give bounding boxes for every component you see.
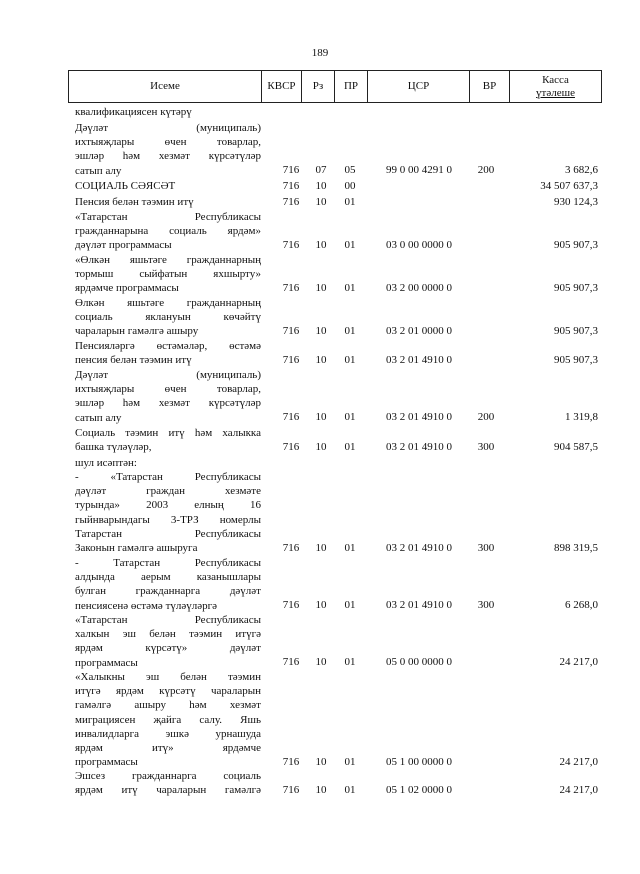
- row-kvsr: 716: [282, 599, 300, 611]
- row-name-line: программасы: [75, 656, 138, 669]
- row-pr: 01: [344, 441, 356, 453]
- row-csr: 05 0 00 0000 0: [386, 656, 452, 668]
- row-kvsr: 716: [282, 411, 300, 423]
- row-csr: 05 1 00 0000 0: [386, 756, 452, 768]
- row-csr: 03 2 01 4910 0: [386, 542, 452, 554]
- row-rz: 10: [315, 784, 327, 796]
- header-kassa: [509, 71, 601, 102]
- row-csr: 03 2 00 0000 0: [386, 282, 452, 294]
- row-name: [75, 105, 261, 119]
- row-name: [75, 426, 261, 454]
- row-name-line: ярдәмче программасы: [75, 282, 179, 295]
- row-vr: 200: [477, 411, 495, 423]
- row-kassa: 905 907,3: [554, 325, 598, 337]
- row-kvsr: 716: [282, 196, 300, 208]
- row-csr: 03 2 01 0000 0: [386, 325, 452, 337]
- row-kassa: 905 907,3: [554, 354, 598, 366]
- row-name-line: квалификациясен күтәрү: [75, 106, 192, 118]
- row-name-line: башка түләүләр,: [75, 441, 152, 454]
- row-name-line: инвалидларга эшкә урнашуда: [75, 727, 261, 740]
- row-kvsr: 716: [282, 180, 300, 192]
- row-name-line: сатып алу: [75, 164, 122, 177]
- row-csr: 03 2 01 4910 0: [386, 441, 452, 453]
- row-kvsr: 716: [282, 441, 300, 453]
- row-name-line: ярдәм итү» ярдәмче: [75, 742, 261, 755]
- row-vr: 300: [477, 599, 495, 611]
- row-name-line: СОЦИАЛЬ СӘЯСӘТ: [75, 180, 176, 192]
- row-name-line: пенсия белән тәэмин итү: [75, 354, 192, 367]
- row-csr: 05 1 02 0000 0: [386, 784, 452, 796]
- row-rz: 07: [315, 164, 327, 176]
- row-rz: 10: [315, 239, 327, 251]
- row-pr: 01: [344, 542, 356, 554]
- row-kvsr: 716: [282, 354, 300, 366]
- row-name-line: Пенсияләргә өстәмәләр, өстәмә: [75, 340, 261, 352]
- row-vr: 300: [477, 542, 495, 554]
- row-rz: 10: [315, 542, 327, 554]
- row-name: [75, 670, 261, 769]
- header-name: Исеме: [150, 80, 180, 92]
- row-name-line: Эшсез гражданнарга социаль: [75, 770, 261, 782]
- row-kvsr: 716: [282, 784, 300, 796]
- row-rz: 10: [315, 354, 327, 366]
- row-rz: 10: [315, 656, 327, 668]
- row-name: [75, 121, 261, 178]
- row-name-line: социаль яклануын көчәйтү: [75, 311, 261, 324]
- row-name: [75, 613, 261, 670]
- row-name-line: пенсиясенә өстәмә түләүләргә: [75, 599, 218, 612]
- table-header: [68, 70, 602, 103]
- row-kassa: 905 907,3: [554, 282, 598, 294]
- row-rz: 10: [315, 756, 327, 768]
- row-name-line: Социаль тәэмин итү һәм халыкка: [75, 427, 261, 439]
- row-name: [75, 368, 261, 425]
- row-name-line: турында» 2003 елның 16: [75, 499, 261, 512]
- row-rz: 10: [315, 325, 327, 337]
- row-name: [75, 179, 261, 193]
- row-name: [75, 556, 261, 613]
- header-csr: ЦСР: [367, 71, 469, 102]
- row-name-line: эшләр һәм хезмәт күрсәтүләр: [75, 150, 261, 163]
- row-name-line: сатып алу: [75, 411, 122, 424]
- row-pr: 01: [344, 354, 356, 366]
- row-kassa: 904 587,5: [554, 441, 598, 453]
- row-name-line: Татарстан Республикасы: [75, 527, 261, 540]
- row-name-line: «Халыкны эш белән тәэмин: [75, 671, 261, 683]
- row-name-line: дәүләт программасы: [75, 239, 172, 252]
- row-name-line: чараларын гамәлгә ашыру: [75, 325, 199, 338]
- row-name-line: «Татарстан Республикасы: [75, 211, 261, 223]
- row-name-line: миграциясен җайга салу. Яшь: [75, 713, 261, 726]
- row-rz: 10: [315, 411, 327, 423]
- row-kvsr: 716: [282, 282, 300, 294]
- row-name-line: Дәүләт (муниципаль): [75, 122, 261, 134]
- header-pr: ПР: [334, 71, 367, 102]
- header-kvsr: КВСР: [261, 71, 301, 102]
- row-kassa: 905 907,3: [554, 239, 598, 251]
- row-csr: 03 0 00 0000 0: [386, 239, 452, 251]
- row-name: [75, 456, 261, 470]
- row-kvsr: 716: [282, 656, 300, 668]
- row-pr: 01: [344, 656, 356, 668]
- row-name-line: гамәлгә ашыру һәм хезмәт: [75, 699, 261, 712]
- row-name-line: «Татарстан Республикасы: [75, 614, 261, 626]
- row-name-line: Законын гамәлгә ашыруга: [75, 542, 198, 555]
- row-pr: 00: [344, 180, 356, 192]
- row-vr: 300: [477, 441, 495, 453]
- row-name-line: ихтыяҗлары өчен товарлар,: [75, 136, 261, 149]
- header-rz: Рз: [301, 71, 334, 102]
- header-kassa-line2: үтәлеше: [536, 86, 575, 99]
- row-name: [75, 296, 261, 339]
- row-kassa: 24 217,0: [559, 756, 598, 768]
- row-csr: 99 0 00 4291 0: [386, 164, 452, 176]
- row-rz: 10: [315, 599, 327, 611]
- row-pr: 01: [344, 282, 356, 294]
- row-name: [75, 339, 261, 367]
- row-kvsr: 716: [282, 325, 300, 337]
- header-kassa-line1: Касса: [542, 73, 569, 86]
- row-name-line: ихтыяҗлары өчен товарлар,: [75, 383, 261, 396]
- row-name-line: булган гражданнарга дәүләт: [75, 585, 261, 598]
- row-kvsr: 716: [282, 756, 300, 768]
- row-kassa: 930 124,3: [554, 196, 598, 208]
- row-kassa: 24 217,0: [559, 784, 598, 796]
- row-kvsr: 716: [282, 164, 300, 176]
- row-name-line: итүгә ярдәм күрсәтү чараларын: [75, 685, 261, 698]
- row-kassa: 1 319,8: [565, 411, 598, 423]
- row-name-line: программасы: [75, 756, 138, 769]
- row-name: [75, 253, 261, 296]
- row-kassa: 34 507 637,3: [540, 180, 598, 192]
- row-name: [75, 470, 261, 555]
- row-kvsr: 716: [282, 542, 300, 554]
- row-name-line: ярдәм күрсәтү» дәүләт: [75, 642, 261, 655]
- row-csr: 03 2 01 4910 0: [386, 599, 452, 611]
- row-pr: 01: [344, 599, 356, 611]
- row-pr: 01: [344, 239, 356, 251]
- row-name-line: дәүләт граждан хезмәте: [75, 485, 261, 498]
- page-number: 189: [311, 47, 329, 59]
- row-rz: 10: [315, 441, 327, 453]
- row-name-line: «Өлкән яшьтәге гражданнарның: [75, 254, 261, 266]
- row-name-line: гражданнарына социаль ярдәм»: [75, 225, 261, 238]
- row-pr: 01: [344, 411, 356, 423]
- row-kassa: 24 217,0: [559, 656, 598, 668]
- row-name-line: Дәүләт (муниципаль): [75, 369, 261, 381]
- row-rz: 10: [315, 180, 327, 192]
- row-name-line: - Татарстан Республикасы: [75, 557, 261, 569]
- row-name-line: ярдәм итү чараларын гамәлгә: [75, 784, 261, 797]
- row-vr: 200: [477, 164, 495, 176]
- row-kvsr: 716: [282, 239, 300, 251]
- header-vr: ВР: [469, 71, 509, 102]
- row-name-line: Өлкән яшьтәге гражданнарның: [75, 297, 261, 309]
- row-kassa: 898 319,5: [554, 542, 598, 554]
- row-pr: 01: [344, 325, 356, 337]
- row-name-line: шул исәптән:: [75, 457, 137, 469]
- row-name-line: эшләр һәм хезмәт күрсәтүләр: [75, 397, 261, 410]
- row-rz: 10: [315, 196, 327, 208]
- row-name-line: халкын эш белән тәэмин итүгә: [75, 628, 261, 641]
- row-name: [75, 195, 261, 209]
- row-name-line: тормыш сыйфатын яхшырту»: [75, 268, 261, 281]
- row-name-line: гыйнварындагы 3-ТРЗ номерлы: [75, 513, 261, 526]
- row-csr: 03 2 01 4910 0: [386, 354, 452, 366]
- row-csr: 03 2 01 4910 0: [386, 411, 452, 423]
- row-pr: 05: [344, 164, 356, 176]
- row-rz: 10: [315, 282, 327, 294]
- row-kassa: 6 268,0: [565, 599, 598, 611]
- row-pr: 01: [344, 784, 356, 796]
- row-kassa: 3 682,6: [565, 164, 598, 176]
- row-pr: 01: [344, 196, 356, 208]
- row-pr: 01: [344, 756, 356, 768]
- row-name-line: Пенсия белән тәэмин итү: [75, 196, 194, 208]
- row-name: [75, 210, 261, 253]
- row-name-line: - «Татарстан Республикасы: [75, 471, 261, 483]
- row-name-line: алдында аерым казанышлары: [75, 571, 261, 584]
- row-name: [75, 769, 261, 797]
